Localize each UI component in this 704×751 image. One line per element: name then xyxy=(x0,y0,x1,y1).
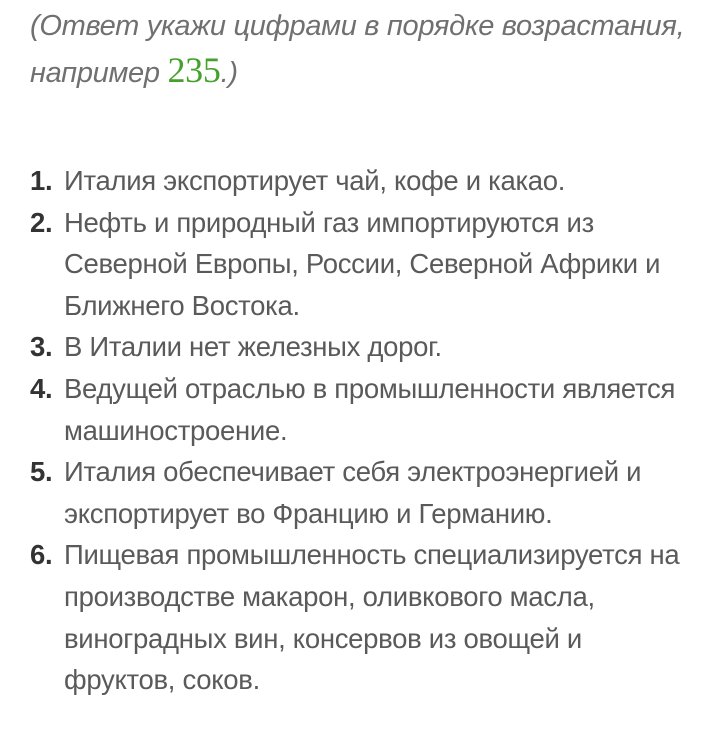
instruction-prefix: например xyxy=(30,57,168,89)
statement-number: 3. xyxy=(30,331,53,363)
statement-item xyxy=(30,368,694,451)
statement-item xyxy=(30,451,694,534)
statement-item xyxy=(30,202,694,327)
instruction-line-1: (Ответ укажи цифрами в порядке возрастания, xyxy=(30,10,685,42)
statement-text: Пищевая промышленность специализируется на производстве макарон, оливкового масла, виноградных вин, консервов из овощей и фруктов, соков. xyxy=(64,539,680,696)
statement-item xyxy=(30,326,694,368)
statement-number: 2. xyxy=(30,206,53,238)
statement-text: Италия экспортирует чай, кофе и какао. xyxy=(64,165,566,196)
statement-text: Италия обеспечивает себя электроэнергией и экспортирует во Францию и Германию. xyxy=(64,456,642,529)
statement-number: 6. xyxy=(30,539,53,571)
statement-list xyxy=(30,160,694,701)
instruction-suffix: .) xyxy=(220,57,238,89)
statement-number: 4. xyxy=(30,372,53,404)
statement-item xyxy=(30,160,694,202)
statement-text: Нефть и природный газ импортируются из Северной Европы, России, Северной Африки и Ближнего Востока. xyxy=(64,206,661,321)
answer-instruction xyxy=(30,4,690,95)
statement-number: 5. xyxy=(30,456,53,488)
statement-text: В Италии нет железных дорог. xyxy=(64,331,442,363)
instruction-line-2 xyxy=(30,48,690,95)
statement-item xyxy=(30,534,694,700)
statement-text: Ведущей отраслью в промышленности является машиностроение. xyxy=(64,372,676,446)
statement-number: 1. xyxy=(30,165,53,196)
example-number: 235 xyxy=(167,50,221,90)
